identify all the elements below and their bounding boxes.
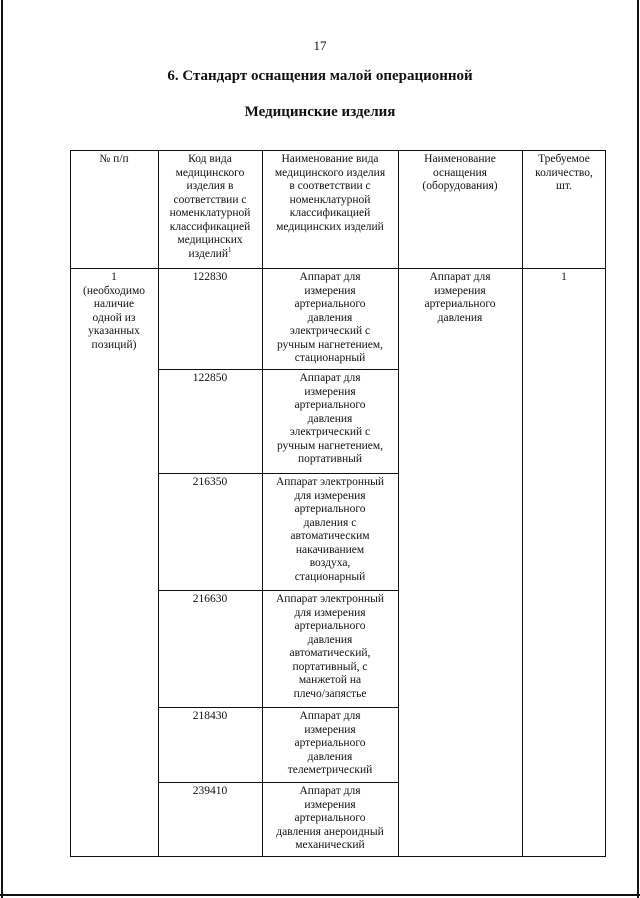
group-equipment <box>402 271 518 325</box>
table-rule <box>158 590 398 591</box>
group-quantity: 1 <box>561 271 567 283</box>
row-name-line: измерения <box>304 798 356 811</box>
header-quantity <box>526 153 602 194</box>
table-rule <box>158 782 398 783</box>
scan-border-left <box>1 0 3 898</box>
header-equipment <box>402 153 518 194</box>
header-code-line: классификацией <box>169 220 251 233</box>
header-code-line: медицинского <box>175 166 245 179</box>
group-number-line: (необходимо <box>82 284 145 297</box>
row-name-line: воздуха, <box>309 557 351 569</box>
header-equip-line: (оборудования) <box>422 180 498 192</box>
row-name-line: портативный <box>297 453 363 465</box>
header-code-line: изделия в <box>186 180 234 192</box>
equipment-table <box>70 150 606 857</box>
header-name-line: медицинских изделий <box>276 220 384 233</box>
row-name-line: артериального <box>294 812 366 824</box>
table-rule <box>158 369 398 370</box>
row-device-name <box>266 372 394 467</box>
header-name-line: медицинского изделия <box>274 166 386 179</box>
row-name-line: электрический с <box>289 426 371 438</box>
header-code-line <box>162 245 258 262</box>
row-name-line: плечо/запястье <box>293 687 367 700</box>
header-name-line: номенклатурной <box>289 193 371 206</box>
row-name-line: для измерения <box>294 606 366 619</box>
row-code: 239410 <box>192 785 228 797</box>
header-number: № п/п <box>99 153 129 165</box>
row-code: 216630 <box>192 593 228 605</box>
row-name-line: для измерения <box>294 489 366 502</box>
row-name-line: электрический с <box>289 325 371 337</box>
footnote-marker: 1 <box>228 245 232 254</box>
group-number-line: позиций) <box>91 338 137 351</box>
row-name-line: давления <box>307 633 353 646</box>
table-rule <box>262 150 263 857</box>
header-code-line: соответствии с <box>173 193 247 206</box>
table-rule <box>398 150 399 857</box>
row-name-line: измерения <box>304 723 356 736</box>
header-code-line: медицинских <box>177 234 243 246</box>
row-code: 122850 <box>192 372 228 384</box>
header-name-line: Наименование вида <box>281 153 379 165</box>
group-equipment-line: измерения <box>434 284 486 297</box>
row-name-line: стационарный <box>294 570 366 583</box>
row-name-line: артериального <box>294 503 366 515</box>
table-rule <box>70 268 606 269</box>
group-number <box>74 271 154 352</box>
row-name-line: давления <box>307 311 353 324</box>
row-name-line: механический <box>295 839 365 851</box>
section-title: 6. Стандарт оснащения малой операционной <box>167 68 473 84</box>
table-rule <box>70 150 71 857</box>
row-name-line: Аппарат для <box>299 710 361 722</box>
row-name-line: Аппарат электронный <box>275 476 385 488</box>
row-code: 216350 <box>192 476 228 488</box>
row-code: 218430 <box>192 710 228 722</box>
row-name-line: Аппарат электронный <box>275 593 385 605</box>
row-name-line: портативный, с <box>292 660 368 673</box>
row-code: 122830 <box>192 271 228 283</box>
group-equipment-line: артериального <box>424 298 496 310</box>
row-name-line: автоматический, <box>289 647 371 659</box>
group-number-line: указанных <box>88 325 140 337</box>
row-name-line: давления <box>307 412 353 425</box>
header-qty-line: шт. <box>556 180 572 192</box>
row-name-line: телеметрический <box>287 764 373 776</box>
row-name-line: измерения <box>304 284 356 297</box>
row-device-name <box>266 476 394 584</box>
row-name-line: давления анероидный <box>276 825 384 838</box>
table-rule <box>605 150 606 857</box>
group-equipment-line: Аппарат для <box>429 271 491 283</box>
scan-border-right <box>637 0 639 898</box>
row-name-line: артериального <box>294 737 366 749</box>
table-rule <box>158 707 398 708</box>
subsection-title: Медицинские изделия <box>244 104 396 120</box>
header-device-name <box>266 153 394 234</box>
row-name-line: измерения <box>304 385 356 398</box>
table-rule <box>158 473 398 474</box>
group-equipment-line: давления <box>437 311 483 324</box>
row-name-line: ручным нагнетением, <box>276 338 384 351</box>
header-code <box>162 153 258 261</box>
row-name-line: давления с <box>303 516 357 529</box>
row-name-line: давления <box>307 750 353 763</box>
header-code-text: изделий <box>188 247 228 260</box>
row-name-line: Аппарат для <box>299 785 361 797</box>
row-device-name <box>266 785 394 853</box>
header-equip-line: оснащения <box>433 166 487 179</box>
table-rule <box>70 150 606 151</box>
table-rule <box>70 856 606 857</box>
row-device-name <box>266 710 394 778</box>
row-device-name <box>266 271 394 366</box>
scan-border-bottom <box>0 894 640 896</box>
header-equip-line: Наименование <box>424 153 496 165</box>
row-name-line: ручным нагнетением, <box>276 439 384 452</box>
row-name-line: автоматическим <box>290 530 370 542</box>
header-name-line: классификацией <box>289 207 371 219</box>
row-name-line: Аппарат для <box>299 271 361 283</box>
header-code-line: номенклатурной <box>169 207 251 219</box>
group-number-line: одной из <box>92 311 136 324</box>
row-name-line: накачиванием <box>295 543 365 556</box>
row-name-line: артериального <box>294 298 366 310</box>
header-qty-line: количество, <box>535 166 593 179</box>
group-number-line: 1 <box>111 271 117 283</box>
table-rule <box>522 150 523 857</box>
header-code-line: Код вида <box>188 153 232 165</box>
header-name-line: в соответствии с <box>289 180 371 192</box>
row-name-line: артериального <box>294 620 366 632</box>
row-device-name <box>266 593 394 701</box>
header-qty-line: Требуемое <box>538 153 590 165</box>
page-number: 17 <box>313 38 327 53</box>
row-name-line: стационарный <box>294 352 366 364</box>
group-number-line: наличие <box>93 298 135 310</box>
row-name-line: манжетой на <box>298 674 362 686</box>
table-rule <box>158 150 159 857</box>
row-name-line: артериального <box>294 399 366 411</box>
row-name-line: Аппарат для <box>299 372 361 384</box>
